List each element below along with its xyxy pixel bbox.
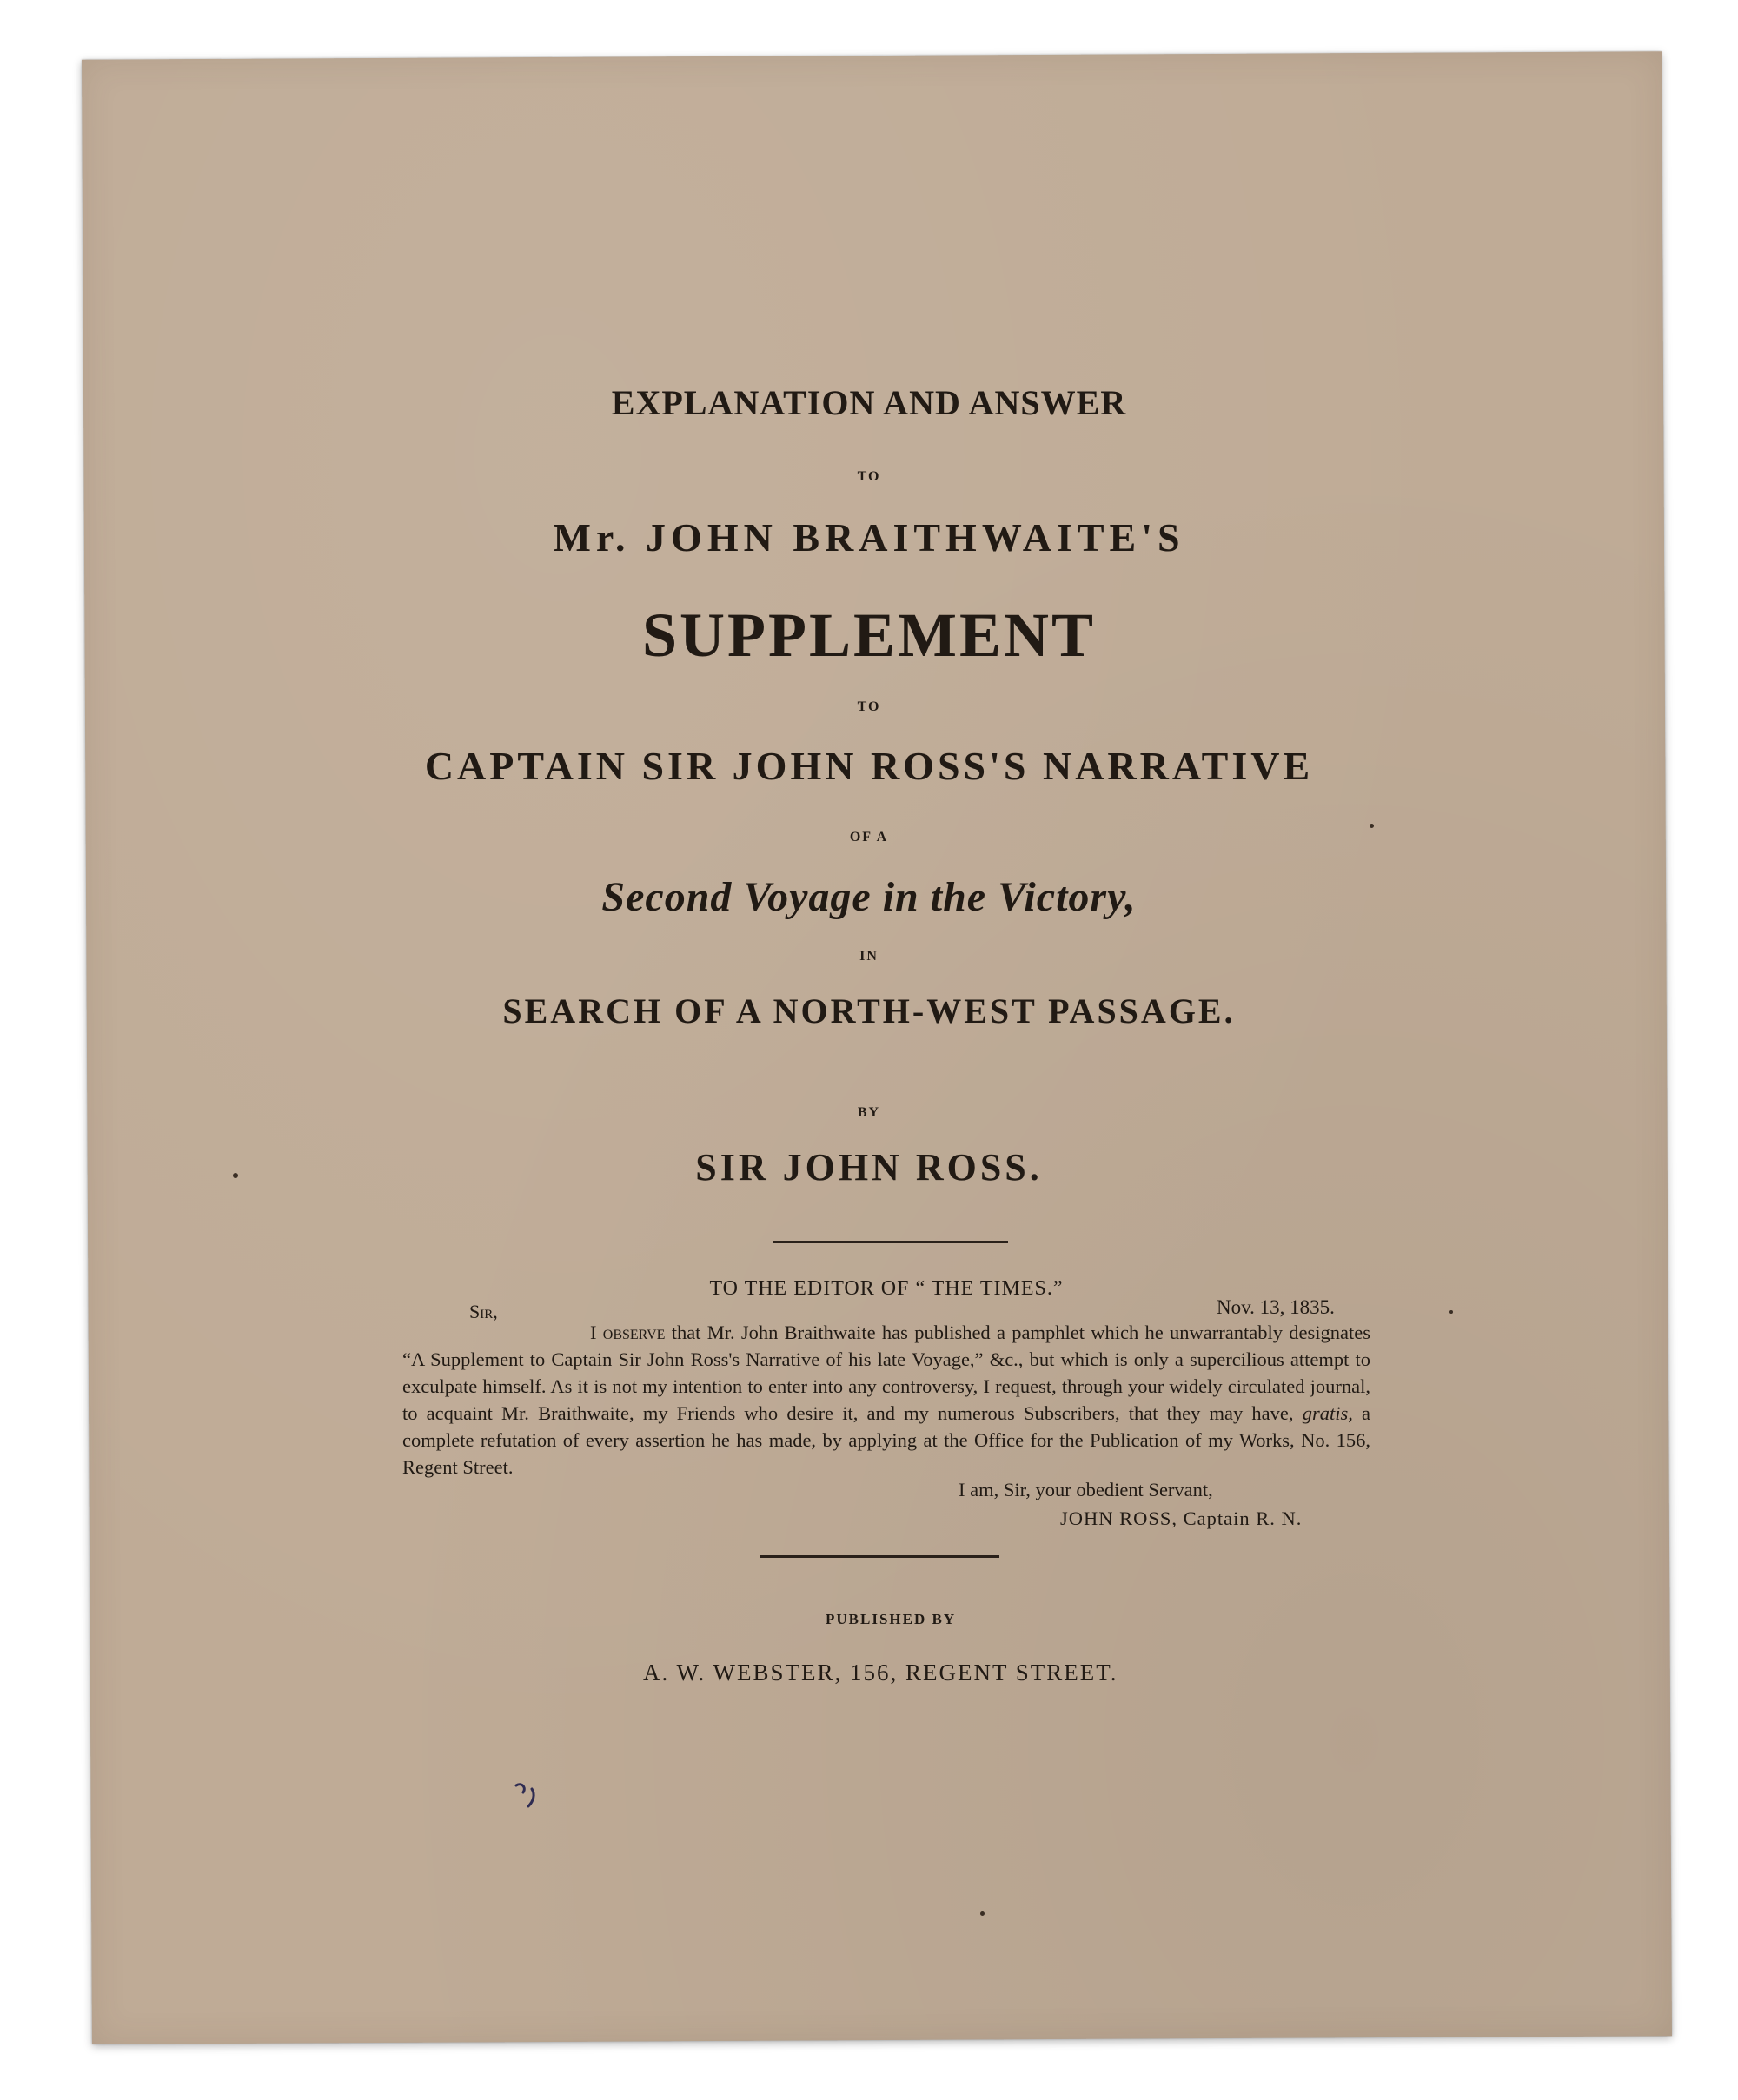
paper-speck bbox=[1449, 1310, 1453, 1314]
title-line-narrative: CAPTAIN SIR JOHN ROSS'S NARRATIVE bbox=[424, 744, 1314, 788]
paper-speck bbox=[233, 1173, 238, 1178]
divider-rule-top bbox=[773, 1241, 1008, 1243]
letter-body-part-1: that Mr. John Braithwaite has published a pamphlet which he unwarrantably designates “A Supplement to Captain Sir John Ross's Narrative of his late Voyage,” &c., but which is only a supercilious attempt to exculpate himself. As it is not my intention to enter into any controversy, I request, through your widely circulated journal, to acquaint Mr. Braithwaite, my Friends who desire it, and my numerous Subscribers, that they may have, bbox=[402, 1322, 1370, 1424]
ink-mark-icon bbox=[513, 1777, 547, 1812]
divider-rule-bottom bbox=[760, 1555, 999, 1558]
letter-salutation: Sir, bbox=[469, 1301, 498, 1322]
letter-signature: JOHN ROSS, Captain R. N. bbox=[1060, 1507, 1303, 1529]
letter-body-part-2: a complete refutation of every assertion he has made, by applying at the Office for the Publication of my Works, No. 156, Regent Street. bbox=[402, 1402, 1370, 1478]
connector-by: BY bbox=[857, 1105, 881, 1120]
publisher-address: A. W. WEBSTER, 156, REGENT STREET. bbox=[643, 1659, 1118, 1686]
title-line-search: SEARCH OF A NORTH-WEST PASSAGE. bbox=[502, 991, 1236, 1030]
letter-closing: I am, Sir, your obedient Servant, bbox=[959, 1479, 1213, 1500]
connector-in: IN bbox=[859, 949, 879, 964]
published-by-label: PUBLISHED BY bbox=[826, 1611, 957, 1627]
paper-speck bbox=[1370, 824, 1374, 828]
title-line-supplement: SUPPLEMENT bbox=[641, 600, 1097, 670]
connector-to-2: TO bbox=[857, 699, 881, 714]
letter-opening-words: I observe bbox=[590, 1322, 666, 1343]
connector-of-a: OF A bbox=[849, 830, 889, 845]
title-line-voyage: Second Voyage in the Victory, bbox=[601, 874, 1137, 920]
author-name: SIR JOHN ROSS. bbox=[695, 1146, 1043, 1189]
letter-heading: TO THE EDITOR OF “ THE TIMES.” bbox=[709, 1277, 1064, 1300]
letter-date: Nov. 13, 1835. bbox=[1217, 1296, 1335, 1318]
paper-speck bbox=[980, 1911, 985, 1916]
title-line-explanation: EXPLANATION AND ANSWER bbox=[611, 383, 1127, 422]
title-line-braithwaite: Mr. JOHN BRAITHWAITE'S bbox=[553, 515, 1185, 560]
letter-body-gratis: gratis, bbox=[1302, 1402, 1353, 1424]
connector-to-1: TO bbox=[857, 469, 881, 484]
paper-sheet bbox=[82, 51, 1672, 2044]
letter-body bbox=[402, 1319, 1370, 1481]
